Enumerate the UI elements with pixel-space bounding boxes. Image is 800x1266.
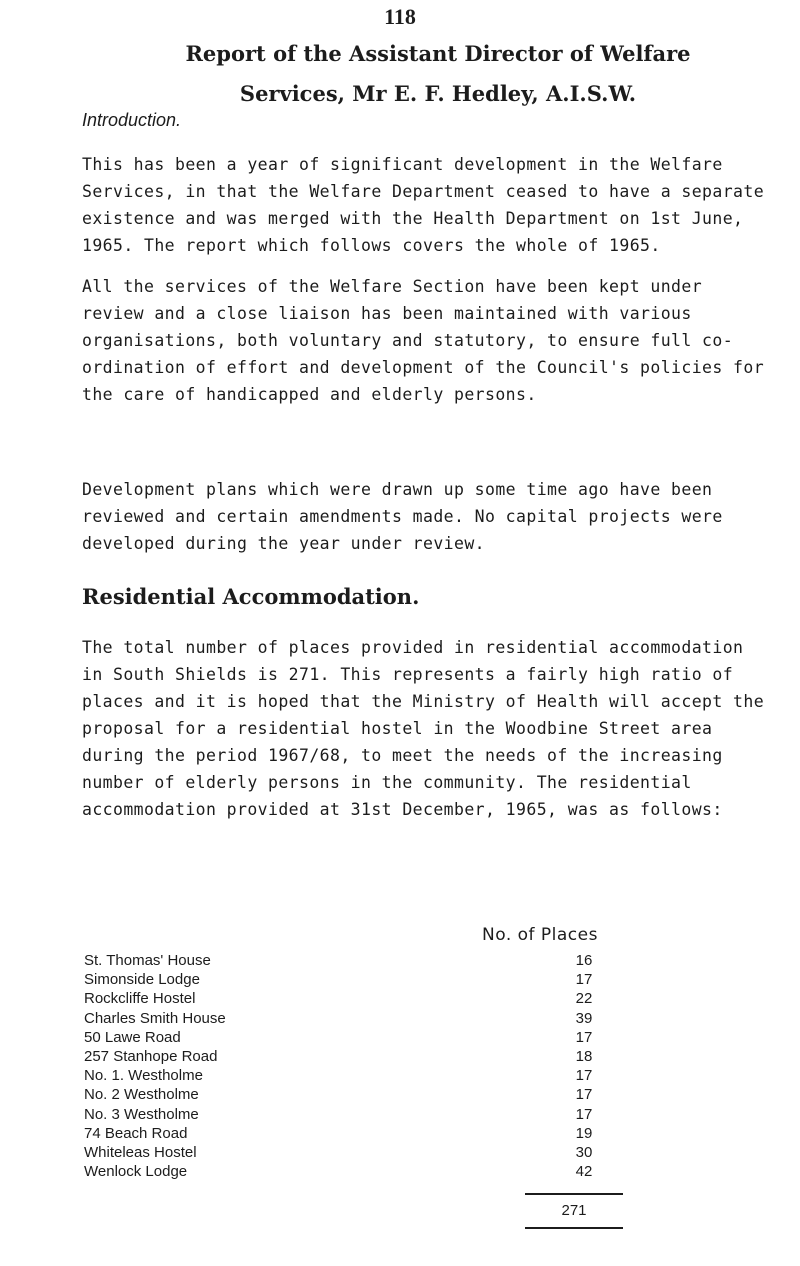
total-underline xyxy=(525,1227,623,1229)
place-count: 39 xyxy=(575,1009,593,1027)
place-count: 18 xyxy=(575,1048,593,1066)
table-row xyxy=(84,1124,614,1143)
paragraph-2: All the services of the Welfare Section have been kept under review and a close liaison has been maintained with various organisations, both voluntary and statutory, to ensure full co-ordination of effort and development of the Council's policies for the care of handicapped and elderly persons. xyxy=(82,277,765,404)
place-name: St. Thomas' House xyxy=(84,952,211,970)
place-name: 257 Stanhope Road xyxy=(84,1048,218,1066)
table-row xyxy=(84,1066,614,1085)
place-count: 17 xyxy=(575,1086,593,1104)
place-count: 17 xyxy=(575,1105,593,1123)
place-count: 22 xyxy=(575,990,593,1008)
table-row xyxy=(84,1009,614,1028)
place-count: 16 xyxy=(575,952,593,970)
place-name: 50 Lawe Road xyxy=(84,1028,181,1046)
title-line-2: Services, Mr E. F. Hedley, A.I.S.W. xyxy=(239,81,637,106)
place-name: Whiteleas Hostel xyxy=(84,1143,197,1161)
places-column-header: No. of Places xyxy=(482,925,598,945)
place-name: Simonside Lodge xyxy=(84,971,200,989)
place-name: 74 Beach Road xyxy=(84,1124,188,1142)
place-name: No. 1. Westholme xyxy=(84,1067,203,1085)
place-name: Rockcliffe Hostel xyxy=(84,990,196,1008)
table-row xyxy=(84,970,614,989)
page-title xyxy=(108,34,768,114)
paragraph-4: The total number of places provided in residential accommodation in South Shields is 271. This represents a fairly high ratio of places and it is hoped that the Ministry of Health will accept the proposal for a residential hostel in the Woodbine Street area during the period 1967/68, to meet the needs of the increasing number of elderly persons in the community. The residential accommodation provided at 31st December, 1965, was as follows: xyxy=(82,638,765,819)
table-row xyxy=(84,1143,614,1162)
place-name: No. 3 Westholme xyxy=(84,1105,199,1123)
table-row xyxy=(84,1105,614,1124)
table-row xyxy=(84,1162,614,1181)
table-row xyxy=(84,1085,614,1104)
section-heading: Residential Accommodation. xyxy=(82,584,420,609)
places-total: 271 xyxy=(561,1202,587,1219)
place-count: 19 xyxy=(575,1124,593,1142)
introduction-heading: Introduction. xyxy=(82,110,182,130)
place-name: Wenlock Lodge xyxy=(84,1163,188,1181)
table-row xyxy=(84,951,614,970)
total-divider xyxy=(525,1193,623,1195)
title-line-1: Report of the Assistant Director of Welfare xyxy=(185,41,691,66)
place-count: 17 xyxy=(575,1067,593,1085)
place-count: 42 xyxy=(575,1163,593,1181)
table-row xyxy=(84,1047,614,1066)
paragraph-1: This has been a year of significant development in the Welfare Services, in that the Welfare Department ceased to have a separate existence and was merged with the Health Department on 1st June, 1965. The report which follows covers the whole of 1965. xyxy=(82,155,765,255)
table-row xyxy=(84,989,614,1008)
table-row xyxy=(84,1028,614,1047)
page-number: 118 xyxy=(384,4,416,29)
paragraph-3: Development plans which were drawn up some time ago have been reviewed and certain amendments made. No capital projects were developed during the year under review. xyxy=(82,480,723,553)
place-name: Charles Smith House xyxy=(84,1009,226,1027)
place-count: 17 xyxy=(575,971,593,989)
place-count: 17 xyxy=(575,1028,593,1046)
place-count: 30 xyxy=(575,1143,593,1161)
place-name: No. 2 Westholme xyxy=(84,1086,199,1104)
places-table xyxy=(84,951,614,1181)
